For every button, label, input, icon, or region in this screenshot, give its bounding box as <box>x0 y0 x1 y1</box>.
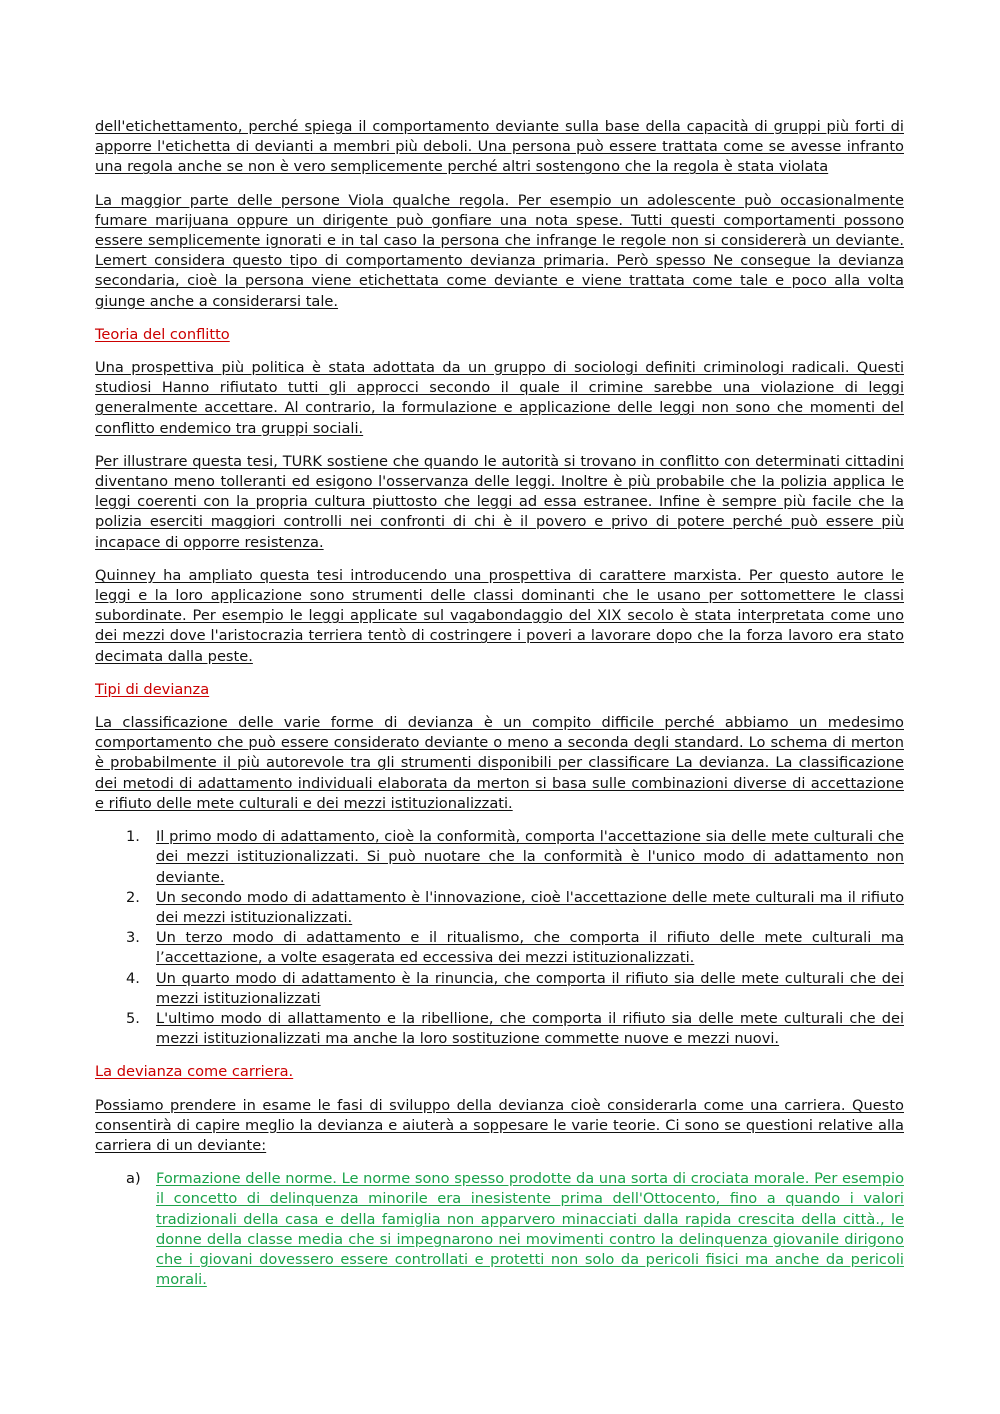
list-item-text: L'ultimo modo di allattamento e la ribellione, che comporta il rifiuto sia delle mete culturali che dei mezzi istituzionalizzati ma anche la loro sostituzione commette nuove e mezzi nuovi. <box>156 1009 904 1048</box>
list-item-text: Il primo modo di adattamento, cioè la conformità, comporta l'accettazione sia delle mete culturali che dei mezzi istituzionalizzati. Si può nuotare che la conformità è l'unico modo di adattamento non deviante. <box>156 828 904 886</box>
list-item <box>95 969 904 1009</box>
paragraph-merton-classification: La classificazione delle varie forme di devianza è un compito difficile perché abbiamo un medesimo comportamento che può essere considerato deviante o meno a seconda degli standard. Lo schema di merton è probabilmente il più autorevole tra gli strumenti disponibili per classificare La devianza. La classificazione dei metodi di adattamento individuali elaborata da merton si basa sulle combinazioni diverse di accettazione e rifiuto delle mete culturali e dei mezzi istituzionalizzati. <box>95 714 904 812</box>
career-phases-list <box>95 1169 904 1290</box>
paragraph-primary-secondary-deviance: La maggior parte delle persone Viola qualche regola. Per esempio un adolescente può occasionalmente fumare marijuana oppure un dirigente può gonfiare una nota spese. Tutti questi comportamenti possono essere semplicemente ignorati e in tal caso la persona che infrange le regole non si considererà un deviante. Lemert considera questo tipo di comportamento devianza primaria. Però spesso Ne consegue la devianza secondaria, cioè la persona viene etichettata come deviante e viene trattata come tale e poco alla volta giunge anche a considerarsi tale. <box>95 191 904 310</box>
list-item <box>95 928 904 968</box>
paragraph-career-phases: Possiamo prendere in esame le fasi di sviluppo della devianza cioè considerarla come una carriera. Questo consentirà di capire meglio la devianza e aiuterà a soppesare le varie teorie. Ci sono se questioni relative alla carriera di un deviante: <box>95 1096 904 1154</box>
list-item <box>95 888 904 928</box>
list-marker: 5. <box>126 1009 140 1027</box>
paragraph-radical-criminologists: Una prospettiva più politica è stata adottata da un gruppo di sociologi definiti criminologi radicali. Questi studiosi Hanno rifiutato tutti gli approcci secondo il quale il crimine sarebbe una violazione di leggi generalmente accettare. Al contrario, la formulazione e applicazione delle leggi non sono che momenti del conflitto endemico tra gruppi sociali. <box>95 359 904 437</box>
list-item-text: Un secondo modo di adattamento è l'innovazione, cioè l'accettazione delle mete culturali ma il rifiuto dei mezzi istituzionalizzati. <box>156 888 904 926</box>
paragraph-quinney: Quinney ha ampliato questa tesi introducendo una prospettiva di carattere marxista. Per questo autore le leggi e la loro applicazione sono strumenti delle classi dominanti che le usano per sottomettere le classi subordinate. Per esempio le leggi applicate sul vagabondaggio del XIX secolo è stata interpretata come uno dei mezzi dove l'aristocrazia terriera tentò di costringere i poveri a lavorare dopo che la forza lavoro era stato decimata dalla peste. <box>95 566 904 665</box>
list-item <box>95 1009 904 1049</box>
list-marker: a) <box>126 1170 141 1188</box>
heading-deviance-as-career: La devianza come carriera. <box>95 1063 294 1081</box>
list-marker: 3. <box>126 929 140 947</box>
list-item <box>95 1169 904 1290</box>
heading-conflict-theory: Teoria del conflitto <box>95 325 230 343</box>
paragraph-labeling-theory: dell'etichettamento, perché spiega il comportamento deviante sulla base della capacità di gruppi più forti di apporre l'etichetta di devianti a membri più deboli. Una persona può essere trattata come se avesse infranto una regola anche se non è vero semplicemente perché altri sostengono che la regola è stata violata <box>95 118 904 176</box>
list-item-text: Un quarto modo di adattamento è la rinuncia, che comporta il rifiuto sia delle mete culturali che dei mezzi istituzionalizzati <box>156 969 904 1007</box>
list-item <box>95 827 904 888</box>
list-marker: 2. <box>126 888 140 906</box>
list-marker: 4. <box>126 969 140 987</box>
paragraph-turk: Per illustrare questa tesi, TURK sostiene che quando le autorità si trovano in conflitto con determinati cittadini diventano meno tolleranti ed esigono l'osservanza delle leggi. Inoltre è più probabile che la polizia applica le leggi coerenti con la propria cultura piuttosto che leggi ad essa estranee. Infine è sempre più facile che la polizia eserciti maggiori controlli nei confronti di chi è il povero e privo di potere perché può essere più incapace di opporre resistenza. <box>95 452 904 551</box>
heading-types-of-deviance: Tipi di devianza <box>95 680 210 698</box>
list-item-text: Formazione delle norme. Le norme sono spesso prodotte da una sorta di crociata morale. Per esempio il concetto di delinquenza minorile era inesistente prima dell'Ottocento, fino a quando i valori tradizionali della casa e della famiglia non apparvero minacciati dalla rapida crescita della città., le donne della classe media che si impegnarono nei movimenti contro la delinquenza giovanile dirigono che i giovani dovessero essere controllati e protetti non solo da pericoli fisici ma anche da pericoli morali. <box>156 1170 904 1289</box>
list-item-text: Un terzo modo di adattamento e il ritualismo, che comporta il rifiuto delle mete culturali ma l’accettazione, a volte esagerata ed eccessiva dei mezzi istituzionalizzati. <box>156 929 904 967</box>
list-marker: 1. <box>126 828 140 846</box>
adaptation-modes-list <box>95 827 904 1049</box>
